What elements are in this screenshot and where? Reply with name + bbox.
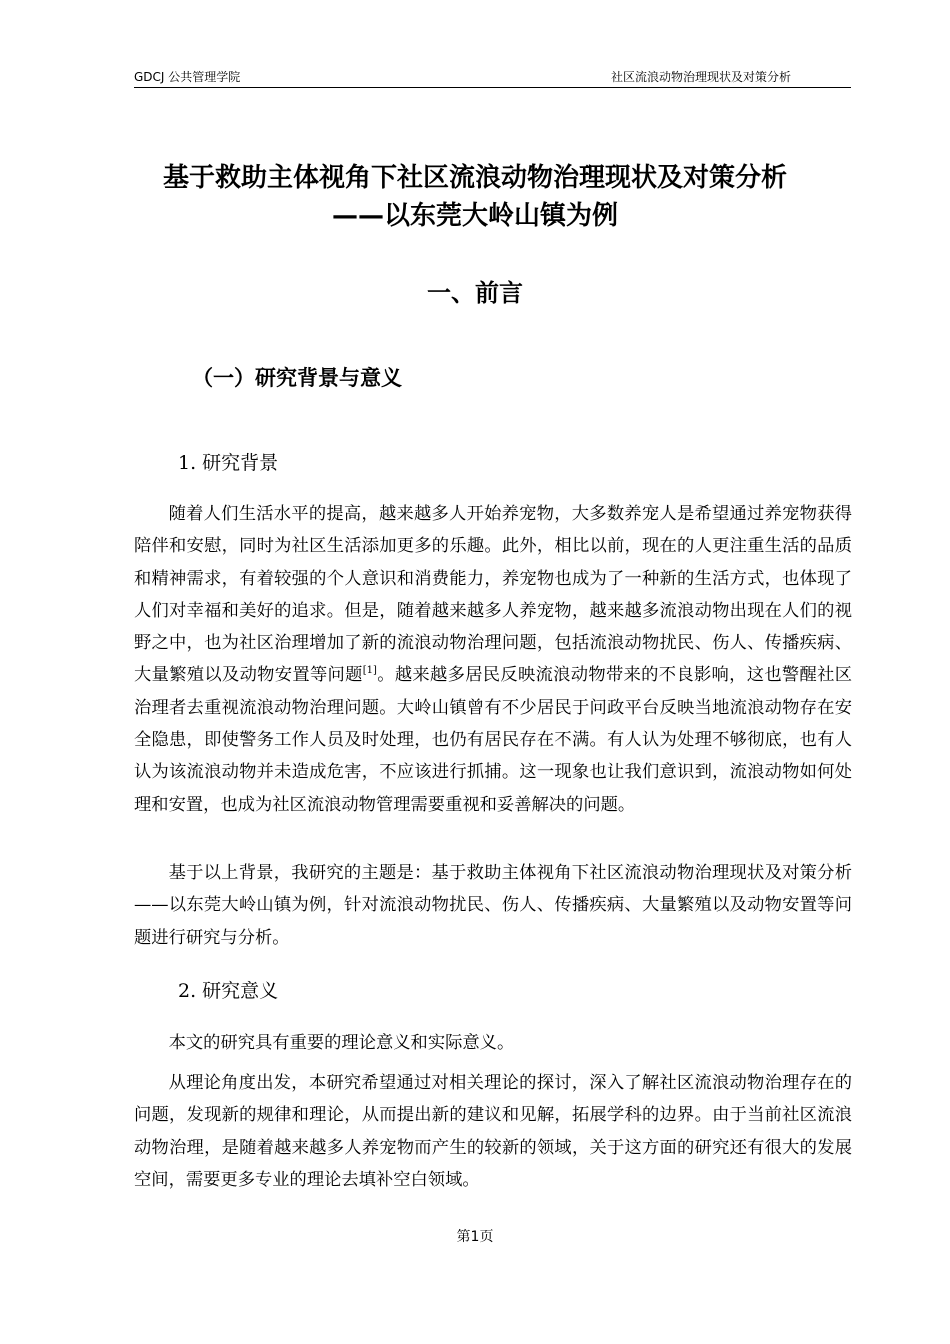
header-right-text: 社区流浪动物治理现状及对策分析: [610, 70, 791, 84]
subsection-heading-background-significance: （一）研究背景与意义: [192, 366, 402, 390]
heading-research-significance: 2. 研究意义: [178, 980, 279, 1002]
paragraph-background-1-part1: 随着人们生活水平的提高，越来越多人开始养宠物，大多数养宠人是希望通过养宠物获得陪伴和安慰，同时为社区生活添加更多的乐趣。此外，相比以前，现在的人更注重生活的品质和精神需求，有着较强的个人意识和消费能力，养宠物也成为了一种新的生活方式，也体现了人们对幸福和美好的追求。但是，随着越来越多人养宠物，越来越多流浪动物出现在人们的视野之中，也为社区治理增加了新的流浪动物治理问题，包括流浪动物扰民、伤人、传播疾病、大量繁殖以及动物安置等问题: [134, 504, 852, 686]
section-heading-preface: 一、前言: [427, 279, 523, 307]
header-left-text: GDCJ 公共管理学院: [134, 70, 241, 84]
citation-reference: [1]: [362, 665, 377, 677]
paragraph-background-2: 基于以上背景，我研究的主题是：基于救助主体视角下社区流浪动物治理现状及对策分析——以东莞大岭山镇为例，针对流浪动物扰民、伤人、传播疾病、大量繁殖以及动物安置等问题进行研究与分析。: [134, 863, 852, 948]
header-divider: [134, 87, 851, 88]
document-title: 基于救助主体视角下社区流浪动物治理现状及对策分析: [162, 163, 787, 193]
page-header: [134, 68, 851, 86]
paragraph-background-1-part2: 。越来越多居民反映流浪动物带来的不良影响，这也警醒社区治理者去重视流浪动物治理问题。大岭山镇曾有不少居民于问政平台反映当地流浪动物存在安全隐患，即使警务工作人员及时处理，也仍有居民存在不满。有人认为处理不够彻底，也有人认为该流浪动物并未造成危害，不应该进行抓捕。这一现象也让我们意识到，流浪动物如何处理和安置，也成为社区流浪动物管理需要重视和妥善解决的问题。: [134, 665, 852, 815]
paragraph-significance-1: 本文的研究具有重要的理论意义和实际意义。: [168, 1033, 515, 1053]
paragraph-significance-2: 从理论角度出发，本研究希望通过对相关理论的探讨，深入了解社区流浪动物治理存在的问题，发现新的规律和理论，从而提出新的建议和见解，拓展学科的边界。由于当前社区流浪动物治理，是随着越来越多人养宠物而产生的较新的领域，关于这方面的研究还有很大的发展空间，需要更多专业的理论去填补空白领域。: [134, 1073, 852, 1190]
paragraph-background-1: [134, 498, 852, 821]
document-subtitle: ——以东莞大岭山镇为例: [331, 201, 618, 231]
heading-research-background: 1. 研究背景: [178, 452, 279, 474]
page-number: 第1页: [456, 1229, 494, 1245]
